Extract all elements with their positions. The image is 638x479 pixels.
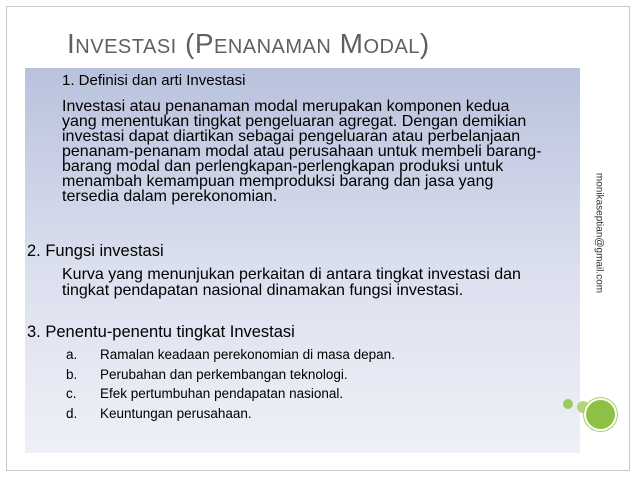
section1-line: penanam-penanam modal atau perusahaan untuk membeli barang-	[62, 143, 542, 160]
author-email-vertical	[583, 168, 615, 298]
section1-line: tersedia dalam perekonomian.	[62, 188, 278, 205]
list-item-text: Perubahan dan perkembangan teknologi.	[100, 367, 348, 382]
list-item-text: Keuntungan perusahaan.	[100, 406, 252, 421]
section3-heading: 3. Penentu-penentu tingkat Investasi	[27, 323, 295, 341]
author-email-text: monikaseptian@gmail.com	[593, 172, 605, 294]
section1-line: yang menentukan tingkat pengeluaran agregat. Dengan demikian	[62, 113, 527, 130]
decorative-circle-small	[563, 399, 573, 409]
section1-line: barang modal dan perlengkapan-perlengkapan produksi untuk	[62, 158, 504, 175]
section2-heading: 2. Fungsi investasi	[27, 242, 164, 260]
section2-line: Kurva yang menunjukan perkaitan di antara tingkat investasi dan	[62, 266, 521, 283]
slide-title: Investasi (Penanaman Modal)	[67, 28, 430, 59]
list-item-letter: c.	[66, 386, 77, 401]
list-item-letter: b.	[66, 367, 78, 382]
section1-line: Investasi atau penanaman modal merupakan komponen kedua	[62, 98, 510, 115]
list-item-letter: a.	[66, 347, 78, 362]
decorative-circle-large	[584, 398, 617, 431]
section1-heading: 1. Definisi dan arti Investasi	[62, 72, 246, 89]
section2-line: tingkat pendapatan nasional dinamakan fungsi investasi.	[62, 282, 464, 299]
section1-line: menambah kemampuan memproduksi barang dan jasa yang	[62, 173, 494, 190]
list-item-text: Efek pertumbuhan pendapatan nasional.	[100, 386, 344, 401]
section1-line: investasi dapat diartikan sebagai pengeluaran atau perbelanjaan	[62, 128, 521, 145]
list-item-text: Ramalan keadaan perekonomian di masa depan.	[100, 347, 395, 362]
content-panel	[25, 68, 580, 453]
list-item-letter: d.	[66, 406, 78, 421]
